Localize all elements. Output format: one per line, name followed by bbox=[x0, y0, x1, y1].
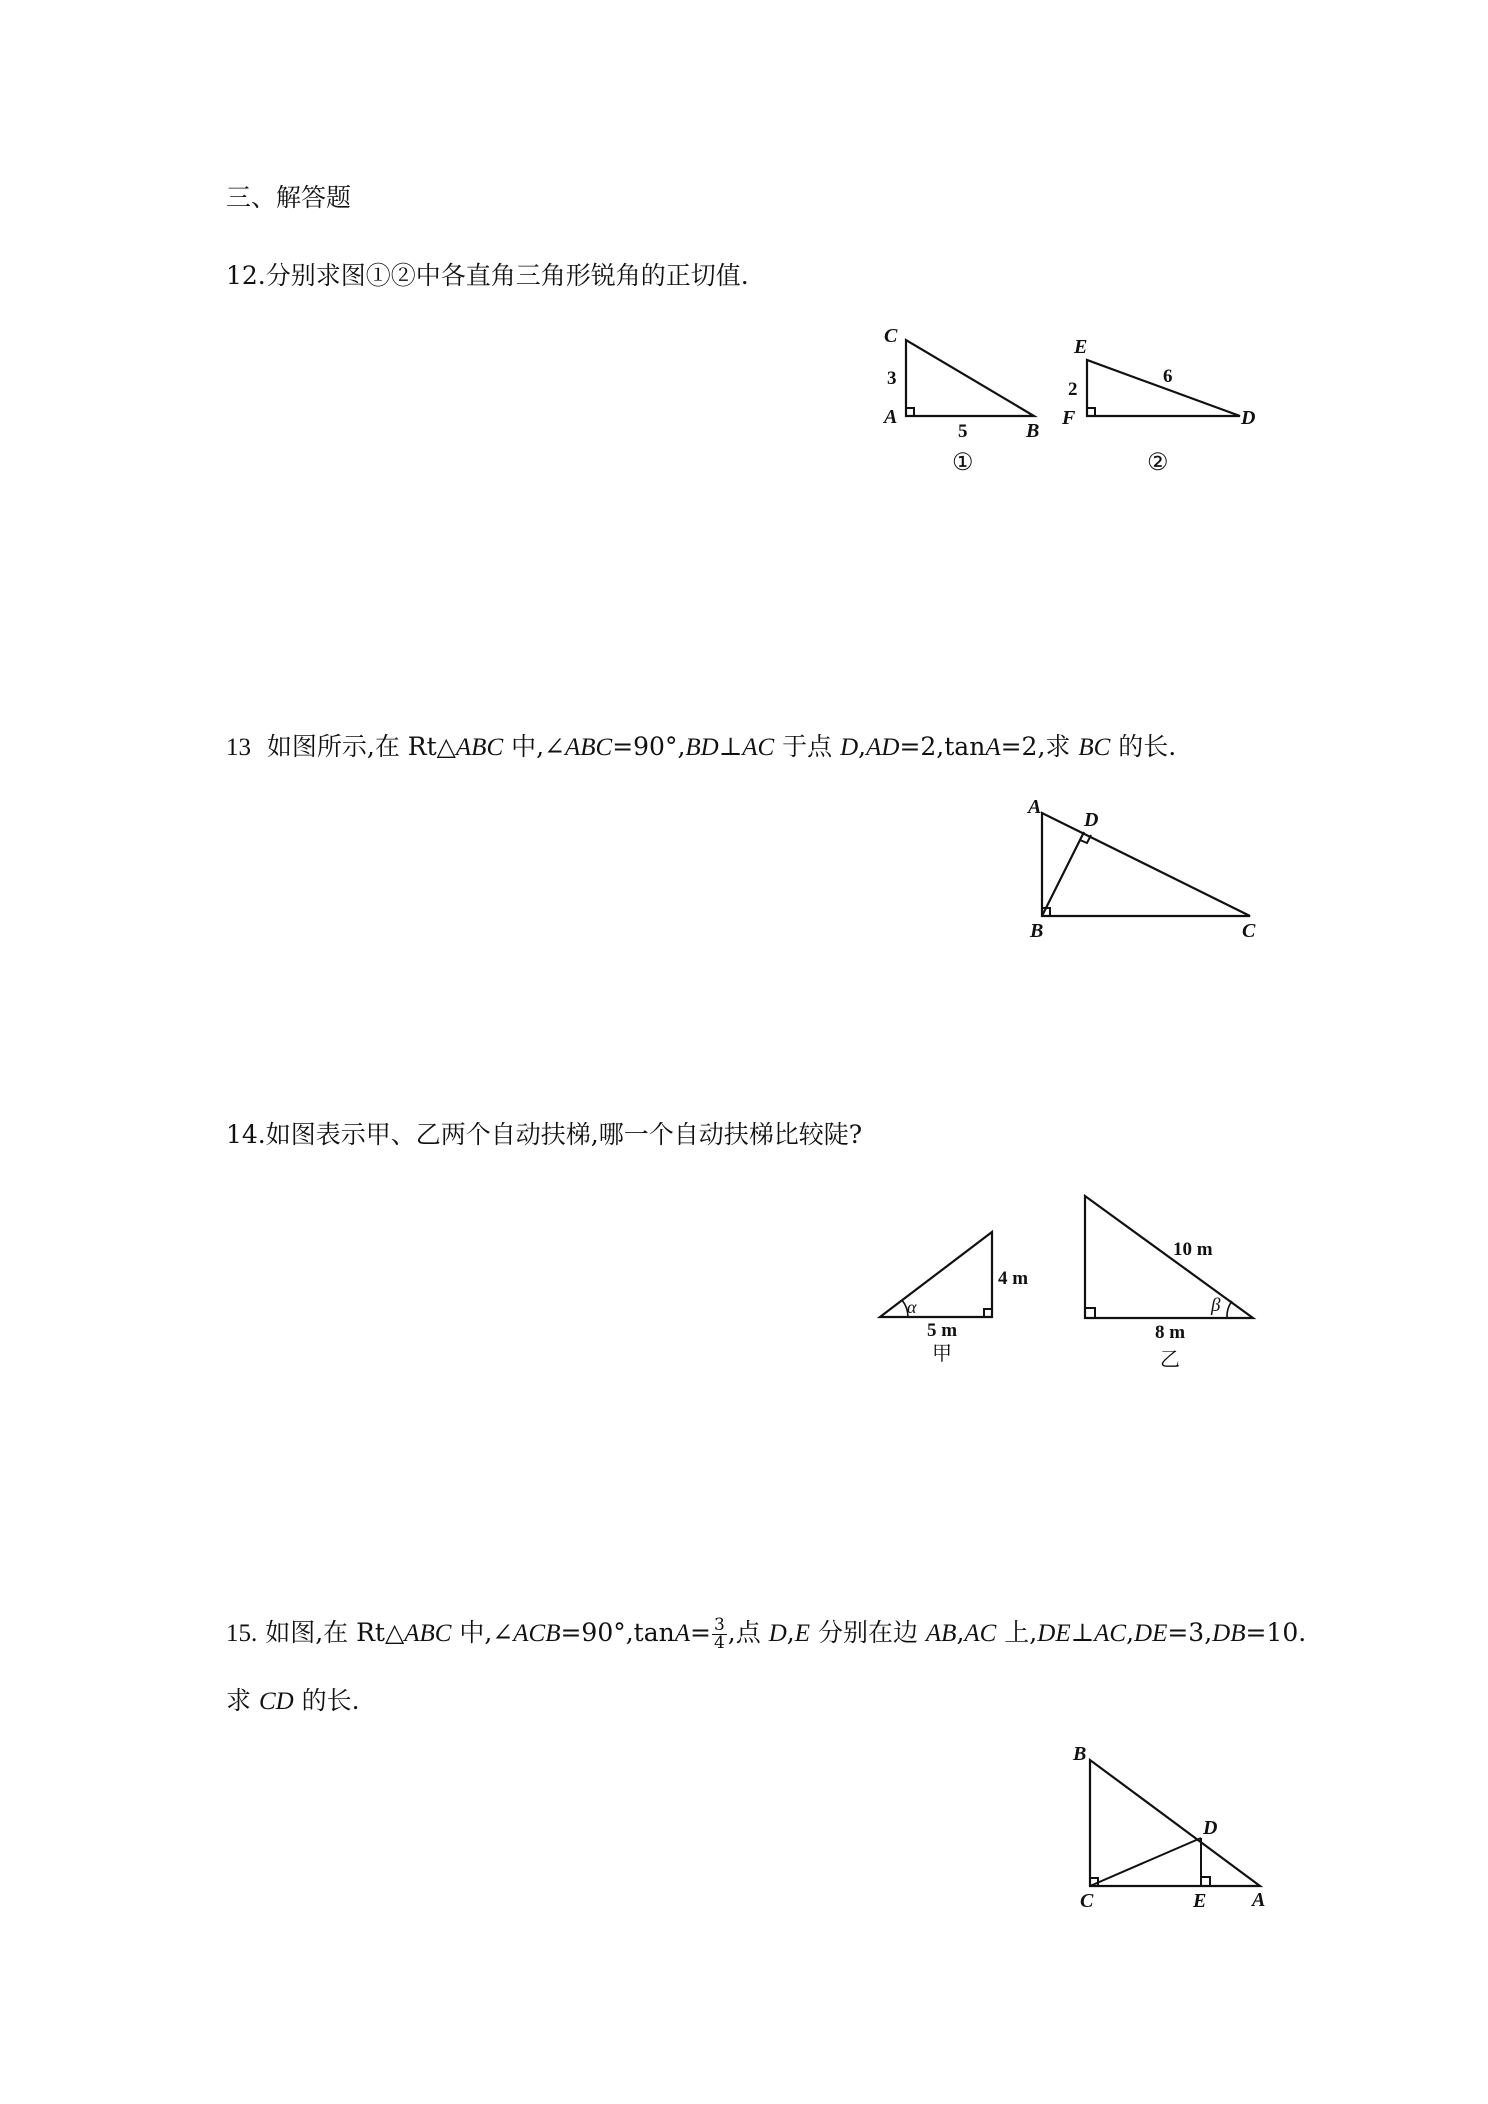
q15-figure bbox=[1065, 1740, 1285, 1910]
label-b: B bbox=[1026, 420, 1040, 442]
segment-bd bbox=[1042, 832, 1084, 916]
side-ed-length: 6 bbox=[1163, 366, 1173, 387]
caption-jia: 甲 bbox=[932, 1343, 952, 1365]
angle-alpha-label: α bbox=[907, 1297, 917, 1317]
question-14-text: 14.如图表示甲、乙两个自动扶梯,哪一个自动扶梯比较陡? bbox=[226, 1120, 863, 1149]
escalator-yi-triangle bbox=[1085, 1196, 1253, 1318]
angle-beta-label: β bbox=[1211, 1295, 1221, 1316]
q12-figure-2 bbox=[1060, 330, 1290, 480]
side-ef-length: 2 bbox=[1068, 379, 1078, 400]
label-c: C bbox=[884, 325, 898, 347]
base-label: 5 m bbox=[927, 1320, 958, 1341]
escalator-jia-triangle bbox=[880, 1232, 992, 1317]
right-angle-mark bbox=[1085, 1308, 1095, 1318]
label-d: D bbox=[1203, 1817, 1218, 1839]
label-d: D bbox=[1084, 809, 1099, 831]
fraction-three-quarters: $\frac{3}{4}$ bbox=[713, 1615, 725, 1653]
question-15-text: 15. 如图,在 Rt△ABC 中,∠ACB=90°,tanA= $\frac{3}{4}$ ,点 D,E 分别在边 AB,AC 上,DE⊥AC,DE=3,DB=10. bbox=[226, 1615, 1307, 1653]
label-e: E bbox=[1074, 336, 1088, 358]
side-ca-length: 3 bbox=[887, 368, 897, 389]
triangle-abc bbox=[1042, 813, 1250, 916]
figure-2-caption: ② bbox=[1147, 450, 1169, 476]
right-angle-mark bbox=[984, 1309, 992, 1317]
label-b: B bbox=[1030, 920, 1044, 942]
q14-figure-yi bbox=[1075, 1190, 1275, 1375]
label-c: C bbox=[1080, 1890, 1094, 1912]
right-angle-mark-e bbox=[1201, 1877, 1210, 1886]
question-13-text: 13 如图所示,在 Rt△ABC 中,∠ABC=90°,BD⊥AC 于点 D,AD=2,tanA=2,求 BC 的长. bbox=[226, 732, 1177, 761]
hypotenuse-label: 10 m bbox=[1173, 1239, 1213, 1260]
question-number: 15. bbox=[226, 1620, 258, 1647]
q14-figure-jia bbox=[870, 1225, 1050, 1370]
label-e: E bbox=[1193, 1890, 1207, 1912]
label-f: F bbox=[1062, 407, 1076, 429]
caption-yi: 乙 bbox=[1160, 1349, 1180, 1371]
triangle-abc bbox=[1090, 1760, 1260, 1886]
label-b: B bbox=[1073, 1743, 1087, 1765]
label-a: A bbox=[1028, 796, 1042, 818]
label-c: C bbox=[1242, 920, 1256, 942]
question-12-text: 12.分别求图①②中各直角三角形锐角的正切值. bbox=[226, 261, 749, 290]
angle-beta-arc bbox=[1227, 1301, 1232, 1318]
height-label: 4 m bbox=[998, 1268, 1029, 1289]
label-a: A bbox=[884, 406, 898, 428]
q12-figure-1 bbox=[880, 320, 1070, 480]
right-angle-mark bbox=[1087, 408, 1095, 416]
base-label: 8 m bbox=[1155, 1322, 1186, 1343]
q13-figure bbox=[1020, 795, 1280, 945]
side-ab-length: 5 bbox=[958, 421, 968, 442]
label-a: A bbox=[1252, 1889, 1266, 1911]
question-number: 13 bbox=[226, 734, 251, 761]
figure-1-caption: ① bbox=[952, 450, 974, 476]
section-title: 三、解答题 bbox=[226, 183, 352, 212]
question-15-line-2: 求 CD 的长. bbox=[226, 1686, 360, 1715]
label-d: D bbox=[1241, 407, 1256, 429]
triangle-abc bbox=[906, 340, 1034, 416]
right-angle-mark bbox=[906, 408, 914, 416]
segment-cd bbox=[1090, 1838, 1201, 1886]
